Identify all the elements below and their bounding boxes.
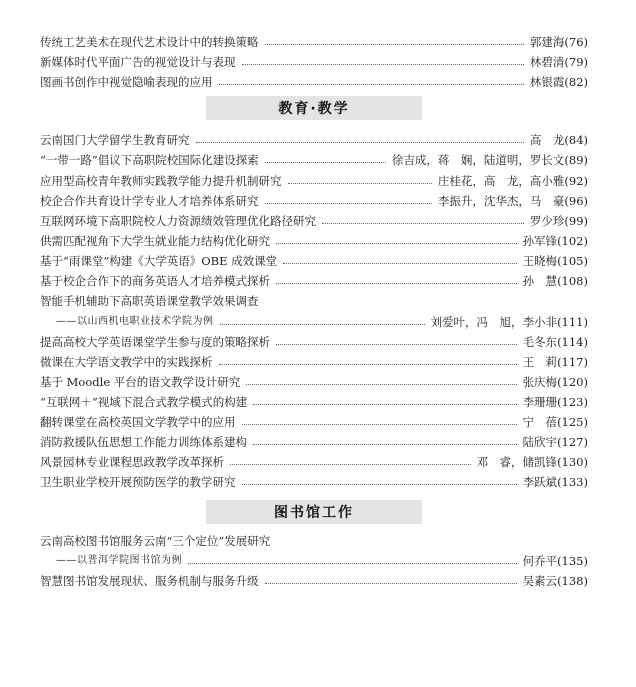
entry-page: (127) xyxy=(557,435,588,449)
entry-author: 罗少珍 xyxy=(529,214,565,228)
toc-entry[interactable] xyxy=(40,451,588,473)
leader-dots xyxy=(265,44,524,45)
entry-page: (117) xyxy=(557,355,588,369)
entry-page: (130) xyxy=(557,455,588,469)
leader-dots xyxy=(283,263,516,264)
leader-dots xyxy=(196,142,524,143)
entry-author: 毛冬东 xyxy=(522,335,558,349)
entry-author: 陆欣宇 xyxy=(522,435,558,449)
entry-author: 刘爱叶，冯 旭，李小非 xyxy=(430,315,558,329)
entry-author: 林碧清 xyxy=(529,55,565,69)
toc-entry[interactable] xyxy=(40,431,588,453)
entry-page: (92) xyxy=(564,174,588,188)
entry-author: 何乔平 xyxy=(522,554,558,568)
entry-author: 高 龙 xyxy=(529,133,565,147)
leader-dots xyxy=(230,464,471,465)
leader-dots xyxy=(276,243,517,244)
toc-entry[interactable] xyxy=(40,391,588,413)
entry-title: 智慧图书馆发展现状、服务机制与服务升级 xyxy=(40,574,259,588)
entry-title: 提高高校大学英语课堂学生参与度的策略探析 xyxy=(40,335,270,349)
entry-title: 微课在大学语文教学中的实践探析 xyxy=(40,355,213,369)
entry-author: 王晓梅 xyxy=(522,254,558,268)
toc-entry[interactable] xyxy=(40,51,588,73)
entry-subtitle: ——以山西机电职业技术学院为例 xyxy=(56,316,214,327)
toc-entry[interactable] xyxy=(40,31,588,53)
toc-entry[interactable] xyxy=(40,250,588,272)
entry-author: 孙军锋 xyxy=(522,234,558,248)
toc-entry[interactable] xyxy=(40,570,588,592)
section-heading-education: 教育·教学 xyxy=(206,96,422,120)
entry-author: 李跃斌 xyxy=(522,475,558,489)
entry-page: (138) xyxy=(557,574,588,588)
entry-page: (84) xyxy=(564,133,588,147)
entry-title: “互联网＋”视域下混合式教学模式的构建 xyxy=(40,395,248,409)
entry-title: 基于 Moodle 平台的语文教学设计研究 xyxy=(40,375,241,389)
entry-title: 互联网环境下高职院校人力资源绩效管理优化路径研究 xyxy=(40,214,316,228)
leader-dots xyxy=(265,203,432,204)
toc-entry-subtitle-line[interactable] xyxy=(56,311,588,333)
toc-entry-title-line[interactable] xyxy=(40,290,588,312)
leader-dots xyxy=(219,364,517,365)
toc-entry[interactable] xyxy=(40,471,588,493)
entry-title: 消防救援队伍思想工作能力训练体系建构 xyxy=(40,435,247,449)
entry-page: (123) xyxy=(557,395,588,409)
entry-page: (133) xyxy=(557,475,588,489)
toc-entry[interactable] xyxy=(40,170,588,192)
entry-author: 徐吉成，蒋 娴，陆道明，罗长文 xyxy=(391,153,565,167)
entry-title: 应用型高校青年教师实践教学能力提升机制研究 xyxy=(40,174,282,188)
entry-title: 翻转课堂在高校英国文学教学中的应用 xyxy=(40,415,236,429)
toc-entry[interactable] xyxy=(40,210,588,232)
entry-author: 郭建海 xyxy=(529,35,565,49)
entry-title: 智能手机辅助下高职英语课堂教学效果调查 xyxy=(40,294,259,308)
entry-title: 图画书创作中视觉隐喻表现的应用 xyxy=(40,75,213,89)
entry-title: 供需匹配视角下大学生就业能力结构优化研究 xyxy=(40,234,270,248)
entry-author: 王 莉 xyxy=(522,355,558,369)
toc-entry[interactable] xyxy=(40,371,588,393)
toc-entry[interactable] xyxy=(40,351,588,373)
toc-entry[interactable] xyxy=(40,149,588,171)
toc-entry[interactable] xyxy=(40,270,588,292)
entry-author: 李珊珊 xyxy=(522,395,558,409)
leader-dots xyxy=(276,344,517,345)
entry-title: “一带一路”倡议下高职院校国际化建设探索 xyxy=(40,153,259,167)
leader-dots xyxy=(242,424,517,425)
entry-author: 孙 慧 xyxy=(522,274,558,288)
entry-author: 邓 睿，储凯锋 xyxy=(476,455,558,469)
leader-dots xyxy=(219,84,524,85)
leader-dots xyxy=(265,583,517,584)
entry-page: (105) xyxy=(557,254,588,268)
entry-page: (96) xyxy=(564,194,588,208)
toc-entry[interactable] xyxy=(40,331,588,353)
entry-title: 新媒体时代平面广告的视觉设计与表现 xyxy=(40,55,236,69)
entry-author: 林银霞 xyxy=(529,75,565,89)
entry-page: (135) xyxy=(557,554,588,568)
entry-author: 庄桂花，高 龙，高小雅 xyxy=(437,174,565,188)
toc-entry[interactable] xyxy=(40,230,588,252)
entry-page: (89) xyxy=(564,153,588,167)
leader-dots xyxy=(253,444,517,445)
entry-page: (79) xyxy=(564,55,588,69)
entry-page: (108) xyxy=(557,274,588,288)
toc-entry-subtitle-line[interactable] xyxy=(56,550,588,572)
toc-entry-title-line[interactable] xyxy=(40,530,588,552)
toc-entry[interactable] xyxy=(40,411,588,433)
entry-title: 传统工艺美术在现代艺术设计中的转换策略 xyxy=(40,35,259,49)
entry-author: 张庆梅 xyxy=(522,375,558,389)
entry-title: 校企合作共育设计学专业人才培养体系研究 xyxy=(40,194,259,208)
entry-subtitle: ——以普洱学院图书馆为例 xyxy=(56,555,182,566)
entry-page: (114) xyxy=(557,335,588,349)
entry-title: 云南国门大学留学生教育研究 xyxy=(40,133,190,147)
leader-dots xyxy=(265,162,386,163)
entry-author: 李振升，沈华杰，马 豪 xyxy=(437,194,565,208)
leader-dots xyxy=(246,384,516,385)
section-heading-library: 图书馆工作 xyxy=(206,500,422,524)
entry-page: (99) xyxy=(564,214,588,228)
leader-dots xyxy=(322,223,524,224)
entry-page: (125) xyxy=(557,415,588,429)
leader-dots xyxy=(276,283,517,284)
toc-entry[interactable] xyxy=(40,190,588,212)
leader-dots xyxy=(242,484,517,485)
entry-page: (120) xyxy=(557,375,588,389)
toc-entry[interactable] xyxy=(40,129,588,151)
entry-title: 基于校企合作下的商务英语人才培养模式探析 xyxy=(40,274,270,288)
leader-dots xyxy=(188,563,517,564)
leader-dots xyxy=(242,64,524,65)
leader-dots xyxy=(288,183,432,184)
entry-page: (111) xyxy=(557,315,588,329)
entry-page: (82) xyxy=(564,75,588,89)
entry-page: (76) xyxy=(564,35,588,49)
leader-dots xyxy=(220,324,425,325)
entry-title: 基于“雨课堂”构建《大学英语》OBE 成效课堂 xyxy=(40,254,278,268)
leader-dots xyxy=(253,404,516,405)
entry-title: 云南高校图书馆服务云南“三个定位”发展研究 xyxy=(40,534,271,548)
entry-author: 吴素云 xyxy=(522,574,558,588)
toc-entry[interactable] xyxy=(40,71,588,93)
entry-page: (102) xyxy=(557,234,588,248)
entry-title: 风景园林专业课程思政教学改革探析 xyxy=(40,455,224,469)
entry-title: 卫生职业学校开展预防医学的教学研究 xyxy=(40,475,236,489)
entry-author: 宁 蓓 xyxy=(522,415,558,429)
